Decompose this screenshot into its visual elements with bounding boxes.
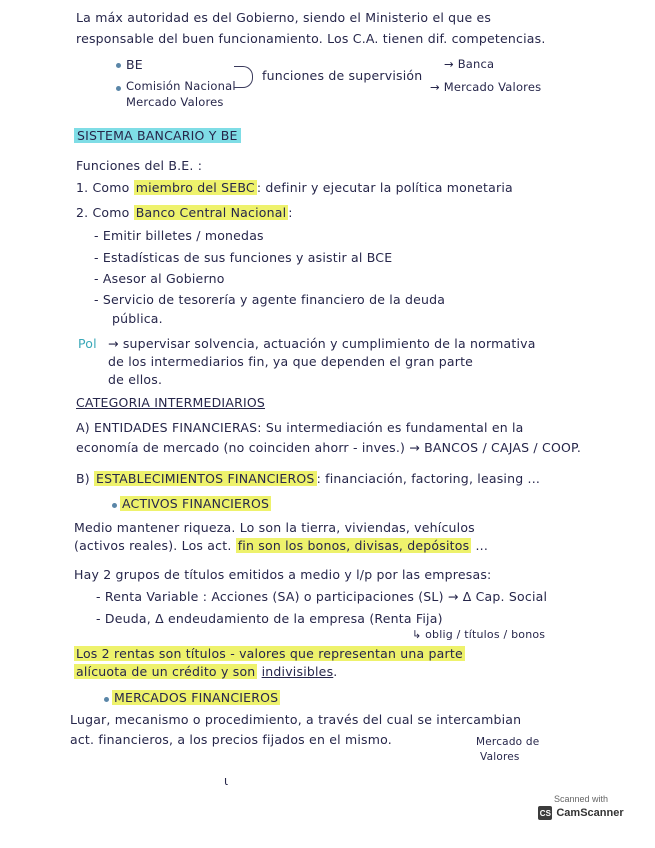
- los-line-2: [74, 664, 337, 679]
- camscanner-watermark: [535, 794, 627, 826]
- hay-line-3: - Deuda, Δ endeudamiento de la empresa (Renta Fija): [96, 611, 443, 626]
- bullet-dot: [112, 503, 117, 508]
- activos-heading: [120, 496, 271, 511]
- los-2-highlight: indivisibles: [261, 664, 334, 679]
- activos-heading-text: ACTIVOS FINANCIEROS: [122, 496, 270, 511]
- item1-suffix: : definir y ejecutar la política monetaria: [256, 180, 513, 195]
- entidades-line-2: economía de mercado (no coinciden ahorr - inves.) → BANCOS / CAJAS / COOP.: [76, 440, 581, 455]
- arrow-banca: → Banca: [444, 57, 495, 71]
- hay-line-1: Hay 2 grupos de títulos emitidos a medio y l/p por las empresas:: [74, 567, 492, 582]
- bullet-cnmv-2: Mercado Valores: [126, 95, 224, 109]
- camscanner-logo-icon: CS: [538, 806, 552, 820]
- funciones-title: Funciones del B.E. :: [76, 158, 203, 173]
- item2-prefix: 2. Como: [76, 205, 130, 220]
- item1-highlight: miembro del SEBC: [135, 180, 255, 195]
- supervision-text: funciones de supervisión: [262, 68, 423, 83]
- funcion-2: [76, 205, 293, 220]
- funcion-1: [76, 180, 513, 195]
- sub-item-4a: - Servicio de tesorería y agente financiero de la deuda: [94, 292, 446, 307]
- bullet-dot: [104, 697, 109, 702]
- activos-2-highlight: fin son los bonos, divisas, depósitos: [237, 538, 470, 553]
- activos-line-2: [74, 538, 488, 553]
- bullet-cnmv-1: Comisión Nacional: [126, 79, 236, 93]
- heading-categoria: CATEGORIA INTERMEDIARIOS: [76, 395, 266, 410]
- mercados-heading-text: MERCADOS FINANCIEROS: [114, 690, 279, 705]
- heading-sistema-text: SISTEMA BANCARIO Y BE: [74, 128, 241, 143]
- establecimientos-line: [76, 471, 540, 486]
- bullet-be: BE: [126, 57, 143, 72]
- sub-item-2: - Estadísticas de sus funciones y asistir al BCE: [94, 250, 393, 265]
- activos-2-prefix: (activos reales). Los act.: [74, 538, 232, 553]
- activos-line-1: Medio mantener riqueza. Lo son la tierra, viviendas, vehículos: [74, 520, 475, 535]
- mercados-line-1: Lugar, mecanismo o procedimiento, a través del cual se intercambian: [70, 712, 522, 727]
- item1-prefix: 1. Como: [76, 180, 130, 195]
- hay-line-2: - Renta Variable : Acciones (SA) o participaciones (SL) → Δ Cap. Social: [96, 589, 548, 604]
- sub-item-4b: pública.: [112, 311, 163, 326]
- intro-line-1: La máx autoridad es del Gobierno, siendo el Ministerio el que es: [76, 10, 492, 25]
- mercados-side-1: Mercado de: [476, 736, 540, 748]
- los-line-1-text: Los 2 rentas son títulos - valores que representan una parte: [76, 646, 463, 661]
- intro-line-2: responsable del buen funcionamiento. Los C.A. tienen dif. competencias.: [76, 31, 546, 46]
- bullet-dot: [116, 86, 121, 91]
- item2-suffix: :: [288, 205, 293, 220]
- sub-item-1: - Emitir billetes / monedas: [94, 228, 264, 243]
- pol-line-1: → supervisar solvencia, actuación y cumplimiento de la normativa: [108, 336, 536, 351]
- heading-sistema-bancario: [74, 128, 241, 143]
- activos-2-suffix: ...: [475, 538, 489, 553]
- los-line-1: [74, 646, 465, 661]
- los-2-suffix: .: [333, 664, 338, 679]
- brace-connector: [234, 66, 253, 88]
- mercados-line-2: act. financieros, a los precios fijados en el mismo.: [70, 732, 392, 747]
- mercados-heading: [112, 690, 280, 705]
- item2-highlight: Banco Central Nacional: [135, 205, 287, 220]
- pol-line-2: de los intermediarios fin, ya que dependen el gran parte: [108, 354, 474, 369]
- pol-label: Pol: [78, 336, 97, 351]
- b-suffix: : financiación, factoring, leasing ...: [316, 471, 541, 486]
- mercados-side-2: Valores: [480, 751, 520, 763]
- bullet-dot: [116, 63, 121, 68]
- entidades-line-1: A) ENTIDADES FINANCIERAS: Su intermediación es fundamental en la: [76, 420, 524, 435]
- b-highlight: ESTABLECIMIENTOS FINANCIEROS: [96, 471, 315, 486]
- watermark-top: Scanned with: [553, 794, 609, 804]
- b-prefix: B): [76, 471, 90, 486]
- watermark-name: CamScanner: [556, 807, 624, 819]
- pol-line-3: de ellos.: [108, 372, 163, 387]
- arrow-mercado: → Mercado Valores: [430, 80, 542, 94]
- stray-mark: ι: [224, 774, 229, 788]
- los-2-prefix: alícuota de un crédito y son: [76, 664, 256, 679]
- hay-line-4: ↳ oblig / títulos / bonos: [412, 628, 546, 641]
- sub-item-3: - Asesor al Gobierno: [94, 271, 225, 286]
- watermark-row: [535, 806, 627, 820]
